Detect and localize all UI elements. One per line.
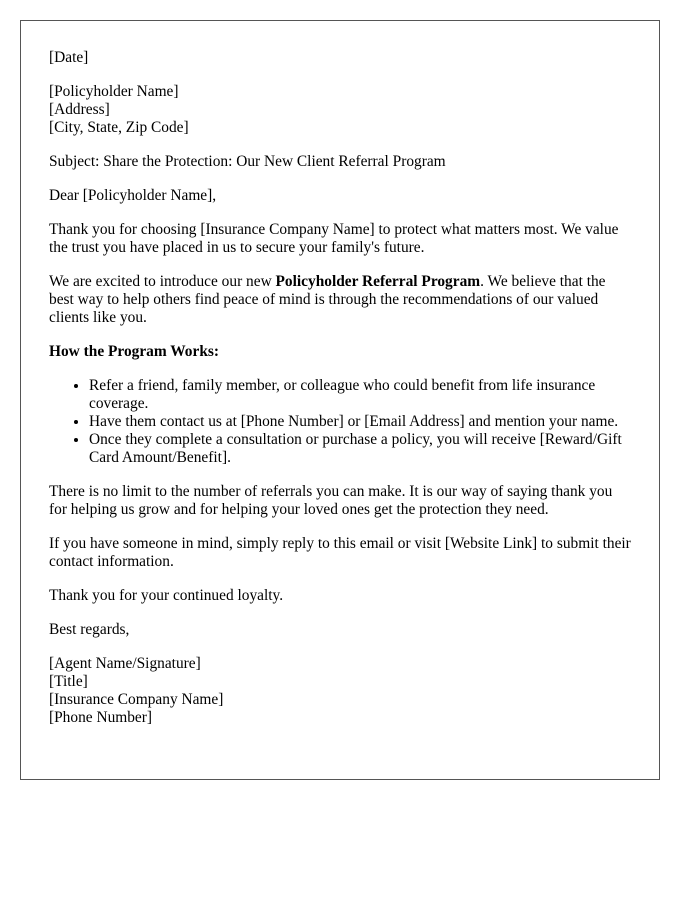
letter-subject: Subject: Share the Protection: Our New Client Referral Program	[49, 153, 446, 170]
signature-title: [Title]	[49, 673, 88, 690]
letter-date: [Date]	[49, 49, 89, 66]
how-it-works-heading: How the Program Works:	[49, 343, 219, 360]
signature-block	[49, 655, 631, 727]
recipient-address: [Address]	[49, 101, 110, 118]
program-name: Policyholder Referral Program	[275, 273, 481, 290]
call-to-action-paragraph: If you have someone in mind, simply reply to this email or visit [Website Link] to submit their contact information.	[49, 535, 631, 570]
list-item: • Once they complete a consultation or purchase a policy, you will receive [Reward/Gift Card Amount/Benefit].	[89, 431, 631, 467]
thanks-paragraph: Thank you for your continued loyalty.	[49, 587, 284, 604]
letter-closing: Best regards,	[49, 621, 130, 638]
recipient-address-block	[49, 83, 631, 137]
list-item: • Refer a friend, family member, or colleague who could benefit from life insurance coverage.	[89, 377, 631, 413]
signature-phone: [Phone Number]	[49, 709, 153, 726]
recipient-city-state-zip: [City, State, Zip Code]	[49, 119, 189, 136]
program-steps-list	[49, 377, 631, 467]
intro-paragraph: Thank you for choosing [Insurance Company Name] to protect what matters most. We value the trust you have placed in us to secure your family's future.	[49, 221, 619, 256]
program-paragraph	[49, 273, 631, 327]
signature-agent: [Agent Name/Signature]	[49, 655, 201, 672]
program-rest-text: . We believe that the best way to help others find peace of mind is through the recommendations of our valued clients like you.	[49, 273, 606, 326]
no-limit-paragraph: There is no limit to the number of referrals you can make. It is our way of saying thank you for helping us grow and for helping your loved ones get the protection they need.	[49, 483, 613, 518]
signature-company: [Insurance Company Name]	[49, 691, 224, 708]
letter-salutation: Dear [Policyholder Name],	[49, 187, 217, 204]
list-item: • Have them contact us at [Phone Number] or [Email Address] and mention your name.	[89, 413, 631, 431]
letter	[20, 20, 660, 780]
recipient-name: [Policyholder Name]	[49, 83, 179, 100]
program-lead-text: We are excited to introduce our new	[49, 273, 276, 290]
